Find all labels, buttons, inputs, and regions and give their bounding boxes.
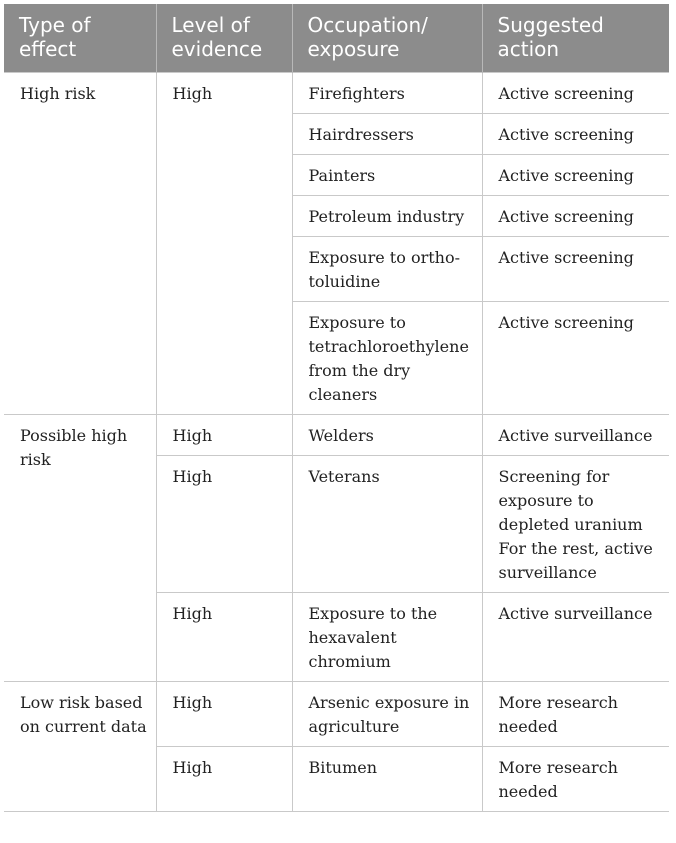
type-cell: High risk <box>4 73 156 415</box>
action-cell: Active screening <box>482 196 669 237</box>
action-cell: Active screening <box>482 114 669 155</box>
header-row <box>4 4 669 73</box>
level-cell: High <box>156 73 292 415</box>
occupation-cell: Exposure to tetrachloroethylene from the dry cleaners <box>292 302 482 415</box>
occupation-cell: Hairdressers <box>292 114 482 155</box>
action-cell <box>482 456 669 593</box>
table-row <box>4 73 669 114</box>
type-cell: Low risk based on current data <box>4 682 156 812</box>
action-cell: Active surveillance <box>482 593 669 682</box>
action-line: Screening for exposure to depleted uranium <box>498 467 643 534</box>
action-cell: Active screening <box>482 302 669 415</box>
type-cell: Possible high risk <box>4 415 156 682</box>
level-cell: High <box>156 682 292 747</box>
level-cell: High <box>156 593 292 682</box>
occupation-cell: Veterans <box>292 456 482 593</box>
occupation-cell: Painters <box>292 155 482 196</box>
action-cell: Active surveillance <box>482 415 669 456</box>
level-cell: High <box>156 747 292 812</box>
risk-table <box>4 4 669 812</box>
action-cell: Active screening <box>482 73 669 114</box>
occupation-cell: Firefighters <box>292 73 482 114</box>
occupation-cell: Exposure to the hexavalent chromium <box>292 593 482 682</box>
action-cell: More research needed <box>482 682 669 747</box>
header-suggested-action: Suggested action <box>482 4 669 73</box>
action-cell: Active screening <box>482 155 669 196</box>
table-body <box>4 73 669 812</box>
table-row <box>4 415 669 456</box>
level-cell: High <box>156 415 292 456</box>
action-cell: Active screening <box>482 237 669 302</box>
table-row <box>4 682 669 747</box>
occupation-cell: Welders <box>292 415 482 456</box>
header-level-of-evidence: Level of evidence <box>156 4 292 73</box>
occupation-cell: Bitumen <box>292 747 482 812</box>
action-line-extra: For the rest, active surveillance <box>498 539 653 582</box>
table-header <box>4 4 669 73</box>
action-cell: More research needed <box>482 747 669 812</box>
header-type-of-effect: Type of effect <box>4 4 156 73</box>
occupation-cell: Petroleum industry <box>292 196 482 237</box>
level-cell: High <box>156 456 292 593</box>
occupation-cell: Exposure to ortho-toluidine <box>292 237 482 302</box>
header-occupation-exposure: Occupation/ exposure <box>292 4 482 73</box>
occupation-cell: Arsenic exposure in agriculture <box>292 682 482 747</box>
